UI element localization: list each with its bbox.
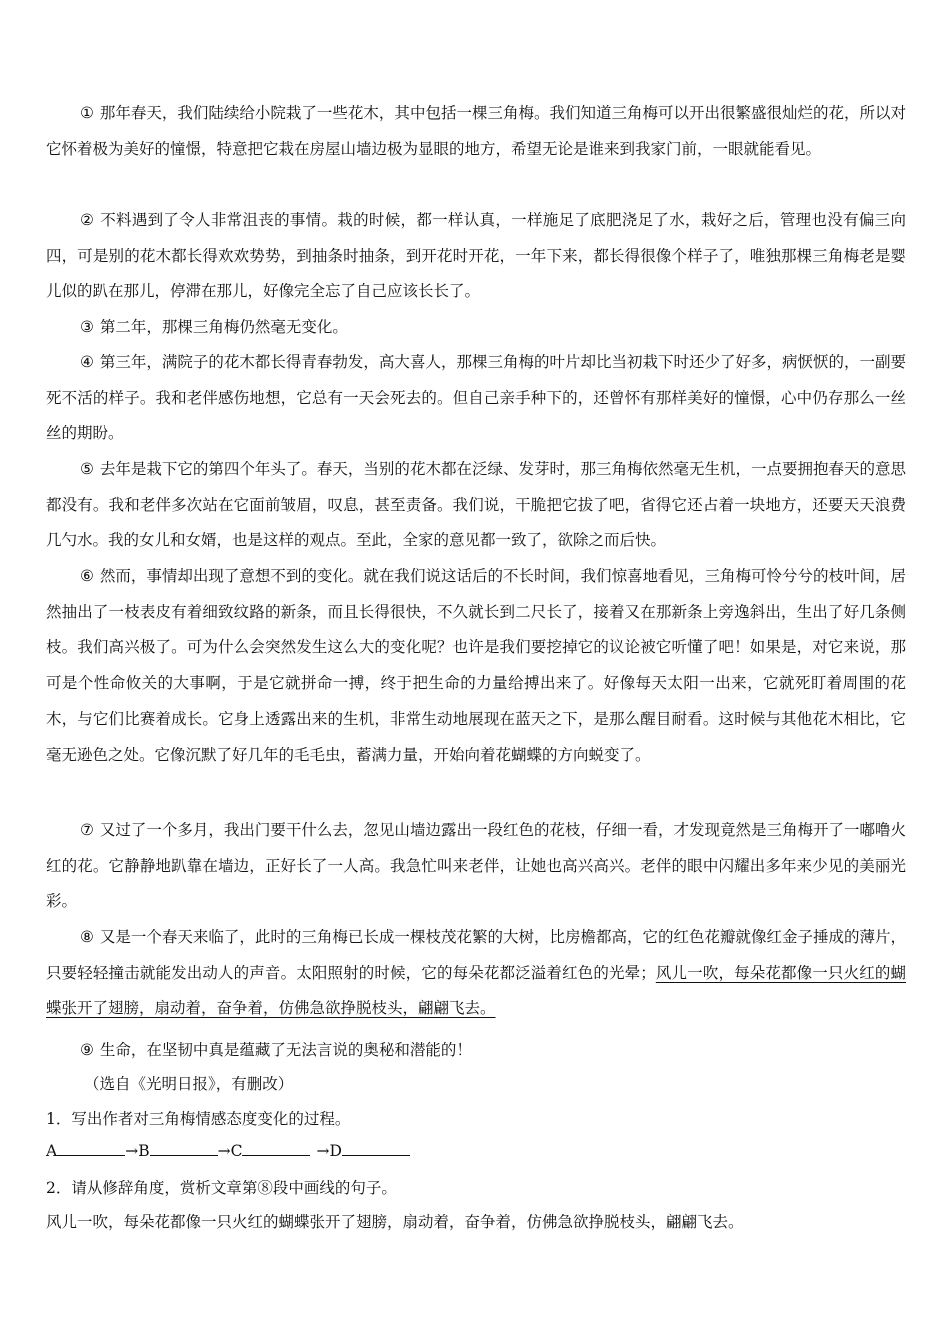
paragraph-number: ⑥ bbox=[80, 567, 94, 585]
answer-blank-b[interactable] bbox=[150, 1141, 218, 1156]
question-1: 1．写出作者对三角梅情感态度变化的过程。 bbox=[46, 1110, 351, 1128]
answer-blanks bbox=[46, 1141, 410, 1160]
question-2: 2．请从修辞角度，赏析文章第⑧段中画线的句子。 bbox=[46, 1179, 397, 1197]
paragraph-text: 又是一个春天来临了，此时的三角梅已长成一棵枝茂花繁的大树，比房檐都高，它的红色花瓣就像红金子捶成的薄片，只要轻轻撞击就能发出动人的声音。太阳照射的时候，它的每朵花都泛溢着红色的光晕； bbox=[46, 928, 906, 982]
paragraph-text: 然而，事情却出现了意想不到的变化。就在我们说这话后的不长时间，我们惊喜地看见，三角梅可怜兮兮的枝叶间，居然抽出了一枝表皮有着细致纹路的新条，而且长得很快，不久就长到二尺长了，接着又在那新条上旁逸斜出，生出了好几条侧枝。我们高兴极了。可为什么会突然发生这么大的变化呢？也许是我们要挖掉它的议论被它听懂了吧！如果是，对它来说，那可是个性命攸关的大事啊，于是它就拼命一搏，终于把生命的力量给搏出来了。好像每天太阳一出来，它就死盯着周围的花木，与它们比赛着成长。它身上透露出来的生机，非常生动地展现在蓝天之下，是那么醒目耐看。这时候与其他花木相比，它毫无逊色之处。它像沉默了好几年的毛毛虫，蓄满力量，开始向着花蝴蝶的方向蜕变了。 bbox=[46, 567, 906, 764]
underlined-sentence: 风儿一吹，每朵花都像一只火红的蝴蝶张开了翅膀，扇动着，奋争着，仿佛急欲挣脱枝头，翩翩飞去。 bbox=[46, 963, 906, 1018]
paragraph-4 bbox=[46, 345, 906, 452]
paragraph-6 bbox=[46, 559, 906, 773]
paragraph-number: ④ bbox=[80, 353, 94, 371]
source-citation: （选自《光明日报》，有删改） bbox=[84, 1075, 294, 1093]
arrow: → bbox=[125, 1142, 139, 1160]
arrow: → bbox=[217, 1142, 231, 1160]
paragraph-text: 那年春天，我们陆续给小院栽了一些花木，其中包括一棵三角梅。我们知道三角梅可以开出很繁盛很灿烂的花，所以对它怀着极为美好的憧憬，特意把它栽在房屋山墙边极为显眼的地方，希望无论是谁来到我家门前，一眼就能看见。 bbox=[46, 104, 906, 158]
paragraph-2 bbox=[46, 203, 906, 310]
paragraph-text: 第二年，那棵三角梅仍然毫无变化。 bbox=[99, 318, 348, 336]
paragraph-5 bbox=[46, 452, 906, 559]
paragraph-text: 去年是栽下它的第四个年头了。春天，当别的花木都在泛绿、发芽时，那三角梅依然毫无生机，一点要拥抱春天的意思都没有。我和老伴多次站在它面前皱眉，叹息，甚至责备。我们说，干脆把它拔了吧，省得它还占着一块地方，还要天天浪费几勺水。我的女儿和女婿，也是这样的观点。至此，全家的意见都一致了，欲除之而后快。 bbox=[46, 460, 906, 550]
paragraph-text: 又过了一个多月，我出门要干什么去，忽见山墙边露出一段红色的花枝，仔细一看，才发现竟然是三角梅开了一嘟噜火红的花。它静静地趴靠在墙边，正好长了一人高。我急忙叫来老伴，让她也高兴高兴。老伴的眼中闪耀出多年来少见的美丽光彩。 bbox=[46, 821, 906, 911]
paragraph-number: ⑧ bbox=[80, 928, 94, 946]
paragraph-text: 第三年，满院子的花木都长得青春勃发，高大喜人，那棵三角梅的叶片却比当初栽下时还少了好多，病恹恹的，一副要死不活的样子。我和老伴感伤地想，它总有一天会死去的。但自己亲手种下的，还曾怀有那样美好的憧憬，心中仍存那么一丝丝的期盼。 bbox=[46, 353, 906, 443]
paragraph-number: ③ bbox=[80, 318, 94, 336]
blank-label-d: D bbox=[329, 1142, 342, 1160]
paragraph-1 bbox=[46, 96, 906, 167]
paragraph-number: ⑦ bbox=[80, 821, 94, 839]
paragraph-8 bbox=[46, 920, 906, 1027]
paragraph-7 bbox=[46, 813, 906, 920]
paragraph-text: 生命，在坚韧中真是蕴藏了无法言说的奥秘和潜能的！ bbox=[99, 1041, 472, 1059]
answer-blank-c[interactable] bbox=[242, 1141, 310, 1156]
blank-label-b: B bbox=[138, 1142, 150, 1160]
blank-label-c: C bbox=[230, 1142, 243, 1160]
question-2-sentence: 风儿一吹，每朵花都像一只火红的蝴蝶张开了翅膀，扇动着，奋争着，仿佛急欲挣脱枝头，翩翩飞去。 bbox=[46, 1213, 744, 1231]
blank-label-a: A bbox=[46, 1142, 58, 1160]
paragraph-3 bbox=[46, 310, 906, 346]
answer-blank-d[interactable] bbox=[342, 1141, 410, 1156]
paragraph-9 bbox=[46, 1033, 906, 1069]
paragraph-number: ② bbox=[80, 211, 95, 229]
paragraph-number: ① bbox=[80, 104, 94, 122]
arrow: → bbox=[316, 1142, 330, 1160]
answer-blank-a[interactable] bbox=[57, 1141, 125, 1156]
paragraph-number: ⑤ bbox=[80, 460, 94, 478]
paragraph-text: 不料遇到了令人非常沮丧的事情。栽的时候，都一样认真，一样施足了底肥浇足了水，栽好之后，管理也没有偏三向四，可是别的花木都长得欢欢势势，到抽条时抽条，到开花时开花，一年下来，都长得很像个样子了，唯独那棵三角梅老是婴儿似的趴在那儿，停滞在那儿，好像完全忘了自己应该长长了。 bbox=[46, 211, 906, 301]
paragraph-number: ⑨ bbox=[80, 1041, 94, 1059]
